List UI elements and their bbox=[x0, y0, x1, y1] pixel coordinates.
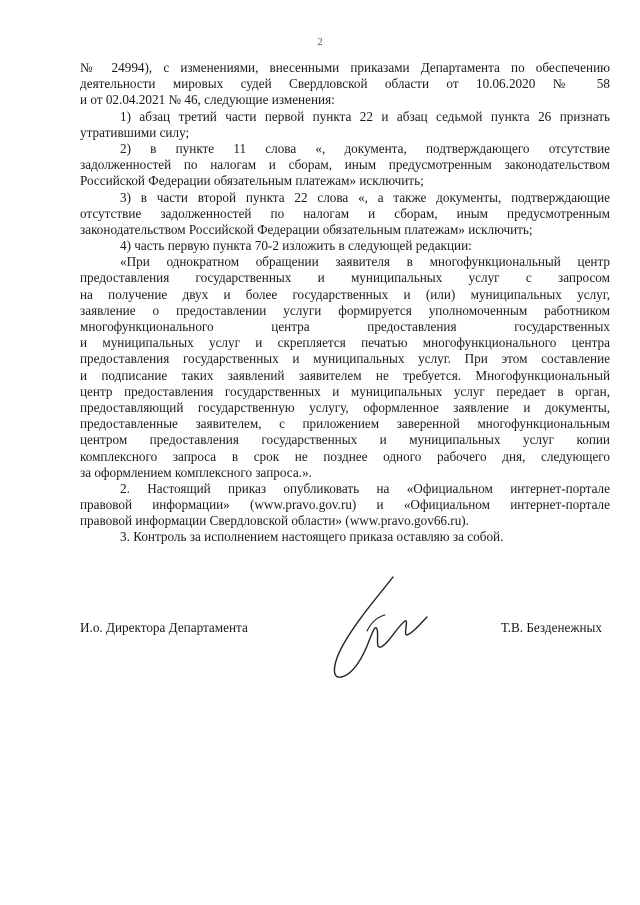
text-line: предоставляющий государственную услугу, оформленное заявление и документы, bbox=[80, 399, 610, 415]
text-line: 3. Контроль за исполнением настоящего приказа оставляю за собой. bbox=[120, 529, 504, 545]
text-line: 4) часть первую пункта 70-2 изложить в следующей редакции: bbox=[120, 238, 472, 254]
text-line: предоставления государственных и муниципальных услуг с запросом bbox=[80, 270, 610, 286]
text-line: деятельности мировых судей Свердловской области от 10.06.2020 № 58 bbox=[80, 76, 610, 92]
signatory-name: Т.В. Безденежных bbox=[500, 620, 602, 635]
paragraph bbox=[80, 238, 610, 254]
signatory-title: И.о. Директора Департамента bbox=[80, 620, 248, 635]
text-line: задолженностей по налогам и сборам, иным предусмотренным законодательством bbox=[80, 157, 610, 173]
text-line: комплексного запроса в срок не позднее одного рабочего дня, следующего bbox=[80, 448, 610, 464]
text-line: многофункционального центра предоставления государственных bbox=[80, 319, 610, 334]
text-line: правовой информации» (www.pravo.gov.ru) и «Официальном интернет-портале bbox=[80, 497, 610, 513]
paragraph bbox=[80, 254, 610, 481]
text-line: 2. Настоящий приказ опубликовать на «Официальном интернет-портале bbox=[120, 480, 610, 496]
paragraph bbox=[80, 190, 610, 239]
text-line: на получение двух и более государственных и (или) муниципальных услуг, bbox=[80, 286, 610, 302]
text-line: утратившими силу; bbox=[80, 124, 190, 140]
text-line: 2) в пункте 11 слова «, документа, подтверждающего отсутствие bbox=[120, 140, 610, 156]
text-line: 3) в части второй пункта 22 слова «, а также документы, подтверждающие bbox=[120, 189, 610, 205]
text-line: правовой информации Свердловской области» (www.pravo.gov66.ru). bbox=[80, 513, 469, 529]
text-line: отсутствие задолженностей по налогам и сборам, иным предусмотренным bbox=[80, 205, 610, 221]
text-line: предоставления государственных и муниципальных услуг. При этом составление bbox=[80, 351, 610, 367]
paragraph bbox=[80, 529, 610, 545]
paragraph bbox=[80, 60, 610, 109]
text-line: и подписание таких заявлений заявителем не требуется. Многофункциональный bbox=[80, 367, 610, 383]
paragraph bbox=[80, 109, 610, 141]
text-line: № 24994), с изменениями, внесенными приказами Департамента по обеспечению bbox=[80, 60, 610, 75]
text-line: «При однократном обращении заявителя в многофункциональный центр bbox=[120, 254, 610, 270]
text-line: законодательством Российской Федерации обязательным платежам» исключить; bbox=[80, 221, 533, 237]
text-line: центром предоставления государственных и муниципальных услуг копии bbox=[80, 432, 610, 448]
document-body bbox=[80, 60, 610, 546]
signature-block bbox=[80, 620, 610, 640]
paragraph bbox=[80, 141, 610, 190]
text-line: центр предоставления государственных и муниципальных услуг передает в орган, bbox=[80, 383, 610, 399]
text-line: предоставленные заявителем, с приложением заверенной многофункциональным bbox=[80, 416, 610, 432]
text-line: 1) абзац третий части первой пункта 22 и абзац седьмой пункта 26 признать bbox=[120, 108, 610, 124]
text-line: и муниципальных услуг и скрепляется печатью многофункционального центра bbox=[80, 335, 610, 351]
text-line: за оформлением комплексного запроса.». bbox=[80, 464, 312, 480]
text-line: заявление о предоставлении услуги формируется уполномоченным работником bbox=[80, 302, 610, 318]
text-line: Российской Федерации обязательным платежам» исключить; bbox=[80, 173, 424, 189]
text-line: и от 02.04.2021 № 46, следующие изменения: bbox=[80, 92, 335, 108]
page-number: 2 bbox=[317, 36, 323, 48]
paragraph bbox=[80, 481, 610, 530]
